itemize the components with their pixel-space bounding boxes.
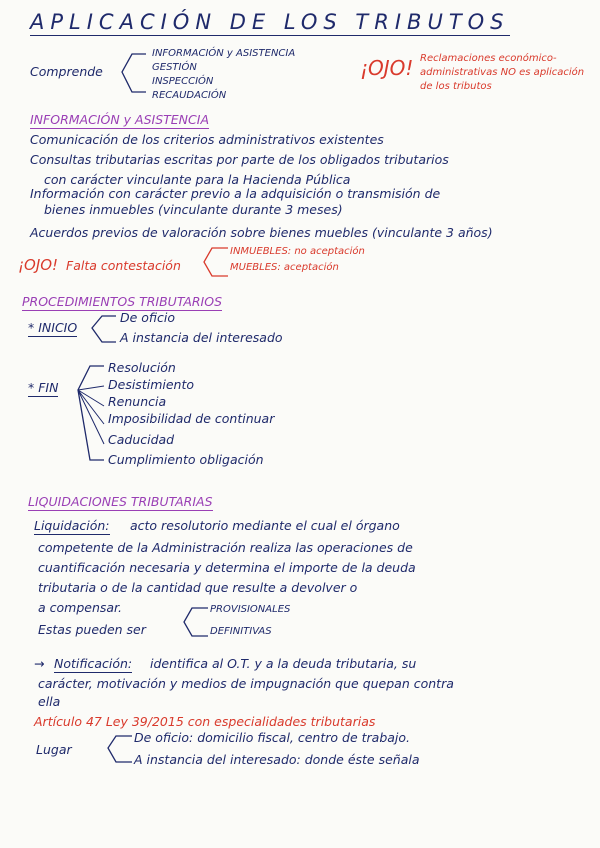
fin-item: Cumplimiento obligación (108, 452, 264, 467)
fin-item: Desistimiento (108, 377, 194, 392)
inicio-label: * INICIO (28, 320, 78, 335)
liquidacion-line: tributaria o de la cantidad que resulte a devolver o (38, 580, 358, 595)
tipo-item: DEFINITIVAS (210, 626, 272, 637)
notificacion-line: identifica al O.T. y a la deuda tributaria, su (150, 656, 417, 671)
info-line: con carácter vinculante para la Hacienda Pública (44, 172, 351, 187)
inicio-item: A instancia del interesado (120, 330, 283, 345)
falta-label: Falta contestación (66, 258, 181, 273)
fin-brace (72, 360, 106, 470)
comprende-item: INFORMACIÓN y ASISTENCIA (152, 48, 296, 59)
liquidacion-line: acto resolutorio mediante el cual el órgano (130, 518, 400, 533)
ojo-note-marker: ¡OJO! (360, 56, 414, 80)
info-line: bienes inmuebles (vinculante durante 3 meses) (44, 202, 343, 217)
info-line: Consultas tributarias escritas por parte de los obligados tributarios (30, 152, 449, 167)
articulo-note: Artículo 47 Ley 39/2015 con especialidades tributarias (34, 714, 376, 729)
inicio-brace (88, 312, 118, 348)
liquidacion-line: a compensar. (38, 600, 123, 615)
arrow-notificacion: → (34, 656, 45, 671)
section-heading-liquidaciones: LIQUIDACIONES TRIBUTARIAS (28, 494, 213, 509)
liquidacion-term: Liquidación: (34, 518, 110, 533)
comprende-brace (118, 52, 148, 96)
section-heading-informacion: INFORMACIÓN y ASISTENCIA (30, 112, 209, 127)
info-line: Acuerdos previos de valoración sobre bienes muebles (vinculante 3 años) (30, 225, 493, 240)
fin-item: Resolución (108, 360, 176, 375)
lugar-item: A instancia del interesado: donde éste señala (134, 752, 420, 767)
notificacion-term: Notificación: (54, 656, 133, 671)
page-title: APLICACIÓN DE LOS TRIBUTOS (30, 10, 510, 34)
fin-label: * FIN (28, 380, 59, 395)
pueden-ser-label: Estas pueden ser (38, 622, 146, 637)
falta-marker: ¡OJO! (18, 256, 59, 274)
comprende-item: GESTIÓN (152, 62, 197, 73)
info-line: Información con carácter previo a la adquisición o transmisión de (30, 186, 441, 201)
comprende-item: INSPECCIÓN (152, 76, 214, 87)
fin-item: Renuncia (108, 394, 167, 409)
tipo-item: PROVISIONALES (210, 604, 291, 615)
lugar-item: De oficio: domicilio fiscal, centro de trabajo. (134, 730, 411, 745)
info-line: Comunicación de los criterios administrativos existentes (30, 132, 384, 147)
falta-item: INMUEBLES: no aceptación (230, 246, 365, 257)
lugar-brace (104, 730, 134, 768)
section-heading-procedimientos: PROCEDIMIENTOS TRIBUTARIOS (22, 294, 223, 309)
comprende-label: Comprende (30, 64, 103, 79)
tipos-brace (180, 604, 210, 642)
notificacion-line: ella (38, 694, 61, 709)
lugar-label: Lugar (36, 742, 72, 757)
fin-item: Caducidad (108, 432, 175, 447)
inicio-item: De oficio (120, 310, 176, 325)
falta-item: MUEBLES: aceptación (230, 262, 339, 273)
liquidacion-line: competente de la Administración realiza las operaciones de (38, 540, 413, 555)
falta-brace (200, 246, 230, 280)
comprende-item: RECAUDACIÓN (152, 90, 227, 101)
ojo-note: Reclamaciones económico-administrativas NO es aplicación de los tributos (420, 53, 585, 92)
fin-item: Imposibilidad de continuar (108, 411, 275, 426)
notificacion-line: carácter, motivación y medios de impugnación que quepan contra (38, 676, 454, 691)
liquidacion-line: cuantificación necesaria y determina el importe de la deuda (38, 560, 416, 575)
